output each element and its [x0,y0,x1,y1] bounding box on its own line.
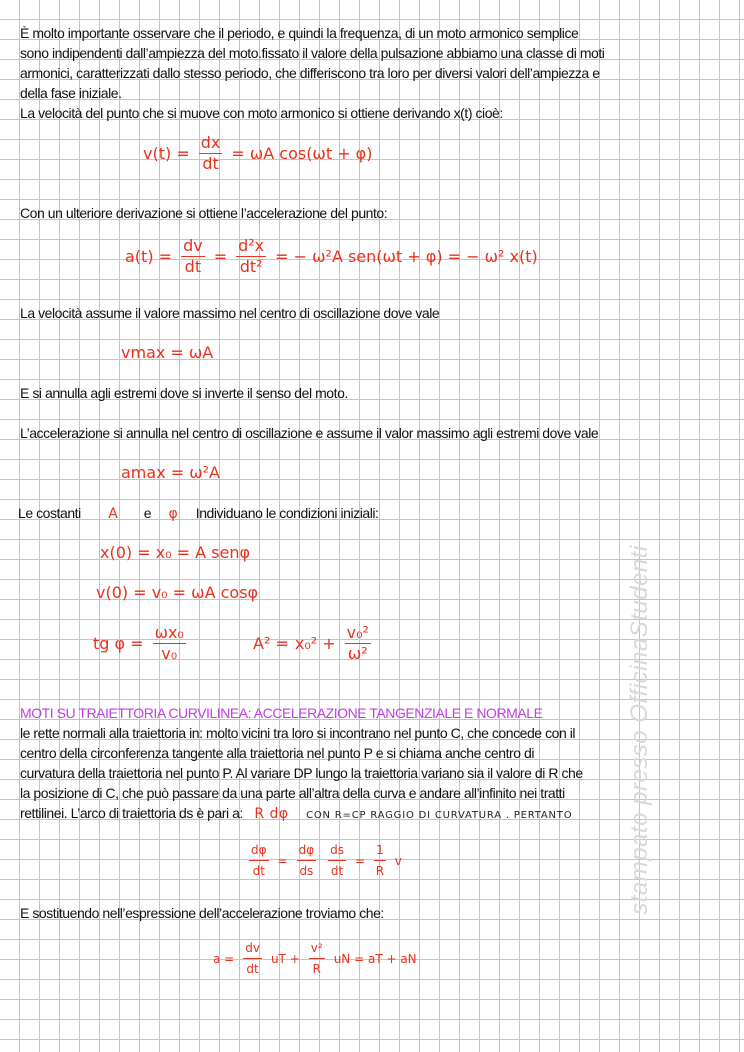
fraction-numerator: dv [183,236,203,255]
fraction-numerator: v² [309,938,325,959]
text-line: E si annulla agli estremi dove si inverte il senso del moto. [20,385,348,401]
constant-a: A [108,506,119,522]
fraction-denominator: dt [184,257,202,276]
formula-part: v(0) = v₀ = ωA cosφ [96,583,259,602]
formula-part: a(t) = [125,247,173,266]
paragraph-line: centro della circonferenza tangente alla traiettoria nel punto P e si chiama anche centro di [20,745,535,761]
formula-part: a = [213,951,235,966]
formula-part: x₀² + [294,634,336,653]
formula-part: v(t) = [143,144,190,163]
formula-vmax [118,343,216,362]
formula-amplitude [250,623,377,664]
formula-v0 [93,583,261,602]
constants-prefix: Le costanti [18,505,81,521]
formula-part: = [355,853,366,868]
watermark: stampato presso OfficinaStudenti [626,545,653,915]
fraction-denominator: ds [299,864,314,878]
section-heading: MOTI SU TRAIETTORIA CURVILINEA: ACCELERAZIONE TANGENZIALE E NORMALE [20,705,543,721]
fraction-denominator: v₀ [161,644,178,663]
formula-part: amax = ω²A [121,463,220,482]
formula-tg [90,623,192,664]
formula-part: = − ω²A sen(ωt + φ) = − ω² x(t) [275,247,538,266]
formula-tangential-normal [210,938,420,979]
fraction [199,133,223,174]
formula-part: v [394,853,402,868]
formula-part: vmax = ωA [121,343,214,362]
fraction-numerator: ds [328,840,346,861]
fraction-denominator: R [375,864,385,878]
fraction-numerator: v₀² [346,623,369,642]
constants-and: e [143,505,152,521]
arc-handwritten: R dφ [254,806,289,822]
fraction [328,840,346,881]
fraction [181,236,205,277]
constant-phi: φ [168,506,179,522]
paragraph-line: della fase iniziale. [20,85,122,101]
formula-dphi [243,840,405,881]
paragraph-line: la posizione di C, che può passare da una parte all’altra della curva e andare all’infinito nei tratti [20,785,565,801]
fraction [297,840,317,881]
fraction-denominator: dt [246,962,259,976]
fraction [309,938,325,979]
text-line: L’accelerazione si annulla nel centro di oscillazione e assume il valor massimo agli estremi dove vale [20,425,599,441]
fraction-numerator: dφ [297,840,317,861]
arc-rest: CON R=CP RAGGIO DI CURVATURA . PERTANTO [306,810,573,821]
fraction-numerator: dx [200,133,221,152]
paragraph-line: È molto importante osservare che il periodo, e quindi la frequenza, di un moto armonico semplice [20,25,579,41]
fraction-numerator: d²x [238,236,265,255]
fraction-denominator: R [312,962,321,976]
formula-part: = ωA cos(ωt + φ) [231,144,373,163]
fraction [249,840,269,881]
fraction [243,938,262,979]
formula-x0 [97,543,253,562]
formula-velocity [140,133,375,174]
fraction-numerator: ωx₀ [154,623,184,642]
text-line: Con un ulteriore derivazione si ottiene l’accelerazione del punto: [20,205,388,221]
formula-part: x(0) = x₀ = A senφ [100,543,251,562]
fraction-denominator: ω² [347,644,368,663]
fraction-denominator: dt² [239,257,263,276]
constants-suffix: Individuano le condizioni iniziali: [195,505,379,521]
formula-part: = [213,247,228,266]
fraction-denominator: dt [330,864,344,878]
constants-line [18,503,378,524]
fraction-numerator: 1 [374,840,386,861]
fraction [153,623,186,664]
paragraph-line: La velocità del punto che si muove con moto armonico si ottiene derivando x(t) cioè: [20,105,503,121]
paragraph-line: armonici, caratterizzati dallo stesso periodo, che differiscono tra loro per diversi valori dell’ampiezza e [20,65,600,81]
formula-part: uT + [270,951,300,966]
fraction-denominator: dt [252,864,265,878]
fraction [374,840,386,881]
fraction-numerator: dv [243,938,262,959]
formula-part: tg φ = [93,634,144,653]
fraction [345,623,371,664]
text-line: La velocità assume il valore massimo nel centro di oscillazione dove vale [20,305,440,321]
paragraph-line: curvatura della traiettoria nel punto P. Al variare DP lungo la traiettoria variano sia il valore di R che [20,765,583,781]
fraction-numerator: dφ [249,840,269,861]
formula-part: uN = aT + aN [333,951,417,966]
fraction [236,236,266,277]
paragraph-line: sono indipendenti dall’ampiezza del moto.fissato il valore della pulsazione abbiamo una classe di moti [20,45,605,61]
formula-amax [118,463,223,482]
fraction-denominator: dt [202,154,219,173]
formula-part: = [277,853,288,868]
text-line: E sostituendo nell’espressione dell’accelerazione troviamo che: [20,905,384,921]
arc-text: rettilinei. L’arco di traiettoria ds è pari a: [20,805,243,821]
formula-part: A² = [253,634,289,653]
arc-line [20,803,572,826]
formula-acceleration [122,236,541,277]
paragraph-line: le rette normali alla traiettoria in: molto vicini tra loro si incontrano nel punto C, che concede con il [20,725,576,741]
